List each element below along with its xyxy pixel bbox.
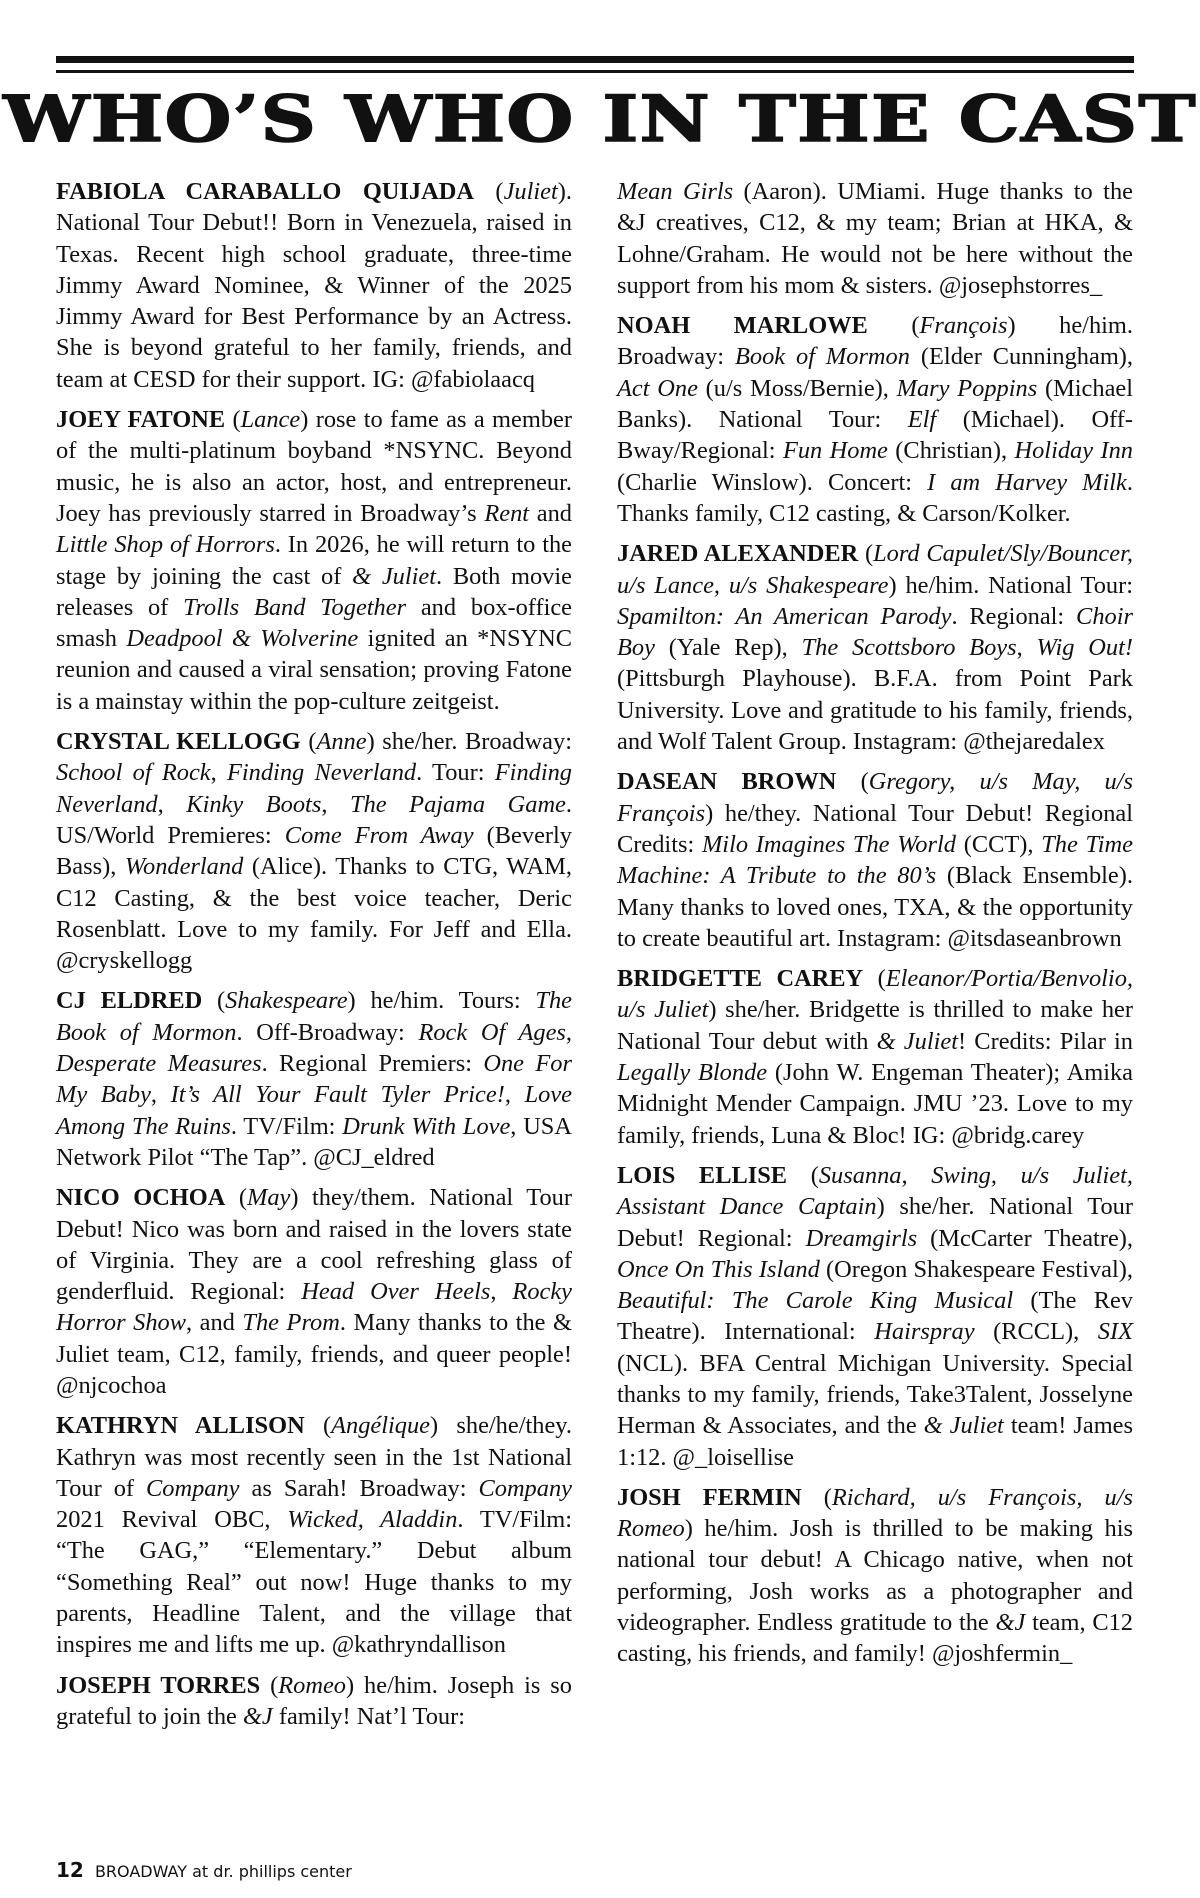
bio-text: (Elder Cunningham),	[909, 343, 1134, 371]
bio-text: ,	[150, 1081, 171, 1109]
bio-italic-text: The Scottsboro Boys	[801, 634, 1017, 662]
bio-italic-text: SIX	[1097, 1318, 1133, 1346]
bio-text: and box-office smash	[56, 593, 573, 653]
bio-italic-text: Kinky Boots	[186, 790, 322, 818]
bio-text: ,	[1016, 634, 1037, 662]
bio-text: (Oregon Shakespeare Festival),	[819, 1255, 1133, 1283]
bio-italic-text: Book of Mormon	[734, 343, 910, 371]
bio-text: 2021 Revival OBC,	[56, 1506, 288, 1534]
bio-text: ) rose to fame as a member of the multi-platinum boyband *NSYNC. Beyond music, he is also an actor, host, and entrepreneur. Joey has previously starred in Broadway’s	[56, 406, 572, 527]
bio-italic-text: Love Among The Ruins	[56, 1081, 572, 1140]
bio-text: . Regional:	[951, 602, 1077, 630]
bio-text: (	[863, 965, 886, 993]
bio-text: ) she/her. Bridgette is thrilled to make her National Tour debut with	[617, 996, 1133, 1055]
bio-text: (The Rev Theatre). International:	[617, 1287, 1133, 1346]
bio-text: (	[260, 1671, 279, 1699]
bio-italic-text: The Pajama Game	[350, 790, 566, 818]
bio-italic-text: One For My Baby	[56, 1050, 572, 1109]
bio-italic-text: Come From Away	[284, 821, 474, 849]
cast-bio	[617, 310, 1133, 529]
bio-text: (	[225, 406, 241, 434]
bio-italic-text: Deadpool & Wolverine	[126, 625, 359, 653]
bio-italic-text: Company	[146, 1474, 240, 1502]
bio-italic-text: Dreamgirls	[805, 1224, 918, 1252]
bio-text: . Regional Premiers:	[261, 1050, 484, 1078]
cast-bio	[617, 963, 1133, 1151]
bio-text: ) she/he/they. Kathryn was most recently seen in the 1st National Tour of	[56, 1412, 572, 1502]
bio-italic-text: Holiday Inn	[1014, 437, 1133, 465]
bio-text: ) he/him. National Tour:	[888, 571, 1133, 599]
header-rule-thick	[56, 56, 1134, 63]
cast-name: JOEY FATONE	[56, 406, 226, 434]
bio-italic-text: Angélique	[331, 1412, 430, 1440]
bio-italic-text: Susanna, Swing, u/s Juliet, Assistant Dance Captain	[617, 1161, 1133, 1221]
bio-italic-text: &J	[242, 1702, 273, 1730]
bio-text: (	[836, 768, 869, 796]
bio-italic-text: Eleanor/Portia/Benvolio, u/s Juliet	[617, 965, 1133, 1024]
bio-italic-text: Act One	[617, 374, 698, 402]
bio-text: (	[473, 178, 504, 205]
bio-italic-text: Mary Poppins	[896, 374, 1038, 402]
bio-text: ,	[210, 759, 227, 787]
page-number: 12	[56, 1858, 84, 1882]
bio-text: . Many thanks to the & Juliet team, C12, family, friends, and queer people! @njcochoa	[56, 1309, 573, 1399]
cast-name: JARED ALEXANDER	[617, 540, 859, 568]
bio-italic-text: Head Over Heels	[301, 1278, 491, 1306]
bio-italic-text: Rocky Horror Show	[56, 1278, 572, 1337]
bio-italic-text: The Time Machine: A Tribute to the 80’s	[617, 830, 1133, 890]
bio-text: ). National Tour Debut!! Born in Venezuela, raised in Texas. Recent high school graduate, three-time Jimmy Award Nominee, & Winner of the 2025 Jimmy Award for Best Performance by an Actress. She is beyond grateful to her family, friends, and team at CESD for their support. IG: @fabiolaacq	[56, 178, 572, 393]
bio-italic-text: Little Shop of Horrors	[56, 531, 275, 559]
bio-italic-text: Finding Neverland	[226, 759, 417, 787]
bio-text: ,	[504, 1081, 525, 1109]
bio-text: (Pittsburgh Playhouse). B.F.A. from Point Park University. Love and gratitude to his family, friends, and Wolf Talent Group. Instagram: @thejaredalex	[617, 665, 1133, 756]
bio-text: family! Nat’l Tour:	[272, 1702, 466, 1730]
bio-text: ) they/them. National Tour Debut! Nico was born and raised in the lovers state of Virginia. They are a cool refreshing glass of genderfluid. Regional:	[56, 1184, 572, 1306]
bio-italic-text: The Book of Mormon	[56, 987, 572, 1046]
bio-text: (	[858, 540, 874, 568]
bio-text: team, C12 casting, his friends, and family! @joshfermin_	[617, 1609, 1133, 1668]
bio-text: ,	[490, 1278, 513, 1306]
bio-text: ) he/him. Tours:	[347, 987, 536, 1015]
left-column	[56, 176, 572, 1741]
cast-bio	[56, 726, 572, 976]
bio-text: ) she/her. National Tour Debut! Regional:	[617, 1193, 1133, 1252]
cast-bio	[56, 1410, 572, 1660]
bio-text: (	[225, 1184, 248, 1212]
bio-italic-text: Lance	[240, 406, 301, 434]
bio-italic-text: Spamilton: An American Parody	[617, 602, 952, 630]
bio-italic-text: Wonderland	[124, 853, 244, 881]
cast-bio	[56, 1670, 572, 1733]
cast-name: BRIDGETTE CAREY	[617, 965, 864, 993]
bio-text: (Christian),	[887, 437, 1015, 465]
header-rule-thin	[56, 70, 1134, 73]
cast-name: JOSEPH TORRES	[56, 1671, 261, 1699]
bio-italic-text: Hairspray	[874, 1318, 975, 1346]
bio-italic-text: & Juliet	[876, 1027, 958, 1055]
bio-text: (	[801, 1483, 832, 1511]
bio-italic-text: &J	[995, 1609, 1026, 1637]
bio-text: . Tour:	[416, 759, 495, 787]
bio-italic-text: School of Rock	[56, 759, 211, 787]
bio-italic-text: & Juliet	[352, 562, 436, 590]
bio-text: . TV/Film:	[230, 1112, 343, 1140]
bio-italic-text: Rock Of Ages	[418, 1018, 566, 1046]
bio-text: . In 2026, he will return to the stage by joining the cast of	[56, 531, 572, 590]
bio-text: (Yale Rep),	[654, 634, 802, 662]
cast-bio	[617, 176, 1133, 301]
bio-text: as Sarah! Broadway:	[239, 1474, 479, 1502]
bio-text: . Off-Broadway:	[236, 1018, 419, 1046]
bio-text: (NCL). BFA Central Michigan University. Special thanks to my family, friends, Take3Talent, Josselyne Herman & Associates, and the	[617, 1349, 1133, 1440]
bio-italic-text: Anne	[316, 728, 367, 756]
bio-text: ) he/him. Josh is thrilled to be making his national tour debut! A Chicago native, when not performing, Josh works as a photographer and videographer. Endless gratitude to the	[617, 1515, 1133, 1637]
bio-text: (Black Ensemble). Many thanks to loved ones, TXA, & the opportunity to create beautiful art. Instagram: @itsdaseanbrown	[617, 862, 1133, 952]
bio-italic-text: Trolls Band Together	[183, 593, 407, 621]
bio-italic-text: Romeo	[278, 1671, 346, 1699]
bio-text: . TV/Film: “The GAG,” “Elementary.” Debut album “Something Real” out now! Huge thanks to my parents, Headline Talent, and the village that inspires me and lifts me up. @kathryndallison	[56, 1506, 572, 1659]
bio-text: ,	[565, 1018, 572, 1046]
bio-italic-text: Gregory, u/s May, u/s François	[617, 768, 1133, 827]
bio-text: (RCCL),	[974, 1318, 1098, 1346]
cast-bio	[617, 1160, 1133, 1473]
cast-name: NOAH MARLOWE	[617, 312, 868, 340]
bio-italic-text: Mean Girls	[617, 178, 734, 205]
bio-text: team! James 1:12. @_loisellise	[617, 1412, 1133, 1471]
bio-italic-text: & Juliet	[923, 1412, 1004, 1440]
bio-italic-text: Drunk With Love	[342, 1112, 511, 1140]
bio-italic-text: I am Harvey Milk	[927, 468, 1127, 496]
bio-text: (McCarter Theatre),	[917, 1224, 1133, 1252]
cast-bio	[56, 404, 572, 717]
bio-text: (Michael Banks). National Tour:	[617, 374, 1133, 434]
cast-bio	[56, 1182, 572, 1401]
bio-text: (Charlie Winslow). Concert:	[617, 468, 928, 496]
bio-text: (u/s Moss/Bernie),	[697, 374, 897, 402]
bio-text: . Both movie releases of	[56, 562, 572, 621]
page-footer	[56, 1858, 352, 1882]
bio-text: , USA Network Pilot “The Tap”. @CJ_eldred	[56, 1112, 572, 1171]
bio-text: ) he/they. National Tour Debut! Regional Credits:	[617, 799, 1133, 858]
cast-name: CJ ELDRED	[56, 987, 203, 1015]
right-column	[617, 176, 1133, 1679]
cast-bio	[617, 766, 1133, 954]
bio-italic-text: Choir Boy	[617, 602, 1133, 662]
bio-text: ) he/him. Broadway:	[617, 312, 1133, 371]
bio-italic-text: Rent	[484, 499, 530, 527]
bio-text: (	[787, 1161, 819, 1189]
cast-bio	[56, 985, 572, 1173]
bio-text: ) she/her. Broadway:	[366, 728, 572, 756]
bio-italic-text: Finding Neverland	[56, 759, 572, 818]
cast-bio	[56, 176, 572, 395]
bio-text: ! Credits: Pilar in	[957, 1027, 1133, 1055]
bio-text: ,	[321, 790, 351, 818]
bio-text: (Beverly Bass),	[56, 821, 572, 881]
bio-text: (Alice). Thanks to CTG, WAM, C12 Casting, & the best voice teacher, Deric Rosenblatt. Love to my family. For Jeff and Ella. @cryskellogg	[56, 853, 572, 975]
bio-text: (	[867, 312, 920, 340]
bio-text: and	[529, 499, 572, 527]
bio-italic-text: François	[919, 312, 1008, 340]
cast-bio	[617, 538, 1133, 757]
bio-italic-text: Lord Capulet/Sly/Bouncer, u/s Lance, u/s Shakespeare	[617, 540, 1133, 599]
bio-italic-text: Once On This Island	[617, 1255, 820, 1283]
cast-name: JOSH FERMIN	[617, 1483, 802, 1511]
bio-text: . US/World Premieres:	[56, 790, 572, 849]
cast-bio	[617, 1482, 1133, 1670]
bio-italic-text: Milo Imagines The World	[701, 830, 956, 858]
bio-italic-text: It’s All Your Fault Tyler Price!	[170, 1081, 505, 1109]
bio-italic-text: Desperate Measures	[56, 1050, 262, 1078]
bio-text: . Thanks family, C12 casting, & Carson/Kolker.	[617, 468, 1133, 527]
bio-text: ,	[157, 790, 187, 818]
bio-text: (	[300, 728, 317, 756]
bio-italic-text: Company	[478, 1474, 572, 1502]
bio-text: (John W. Engeman Theater); Amika Midnight Mender Campaign. JMU ’23. Love to my family, friends, Luna & Bloc! IG: @bridg.carey	[617, 1059, 1133, 1149]
cast-name: DASEAN BROWN	[617, 768, 837, 796]
bio-text: (	[304, 1412, 332, 1440]
bio-text: (	[202, 987, 226, 1015]
bio-italic-text: Legally Blonde	[617, 1059, 768, 1087]
bio-text: (Aaron). UMiami. Huge thanks to the &J creatives, C12, & my team; Brian at HKA, & Lohne/Graham. He would not be here without the support from his mom & sisters. @josephstorres_	[617, 178, 1133, 299]
cast-name: FABIOLA CARABALLO QUIJADA	[56, 178, 474, 205]
bio-text: (CCT),	[955, 830, 1042, 858]
bio-italic-text: Wicked, Aladdin	[287, 1506, 458, 1534]
bio-italic-text: May	[247, 1184, 291, 1212]
bio-italic-text: Fun Home	[782, 437, 888, 465]
bio-italic-text: Richard, u/s François, u/s Romeo	[617, 1483, 1133, 1543]
cast-name: CRYSTAL KELLOGG	[56, 728, 301, 756]
cast-name: NICO OCHOA	[56, 1184, 226, 1212]
bio-italic-text: The Prom	[242, 1309, 340, 1337]
bio-text: ) he/him. Joseph is so grateful to join the	[56, 1671, 572, 1730]
bio-text: , and	[185, 1309, 243, 1337]
bio-italic-text: Juliet	[503, 178, 558, 205]
bio-text: (Michael). Off-Bway/Regional:	[617, 406, 1133, 465]
bio-italic-text: Wig Out!	[1036, 634, 1133, 662]
bio-italic-text: Beautiful: The Carole King Musical	[617, 1287, 1014, 1315]
page-title: WHO’S WHO IN THE CAST	[3, 82, 1197, 157]
bio-italic-text: Shakespeare	[225, 987, 348, 1015]
publication-name: BROADWAY at dr. phillips center	[94, 1862, 352, 1881]
bio-italic-text: Elf	[907, 406, 937, 434]
cast-name: KATHRYN ALLISON	[56, 1412, 305, 1440]
cast-name: LOIS ELLISE	[617, 1161, 788, 1189]
bio-text: ignited an *NSYNC reunion and caused a viral sensation; proving Fatone is a mainstay within the pop-culture zeitgeist.	[56, 625, 573, 715]
